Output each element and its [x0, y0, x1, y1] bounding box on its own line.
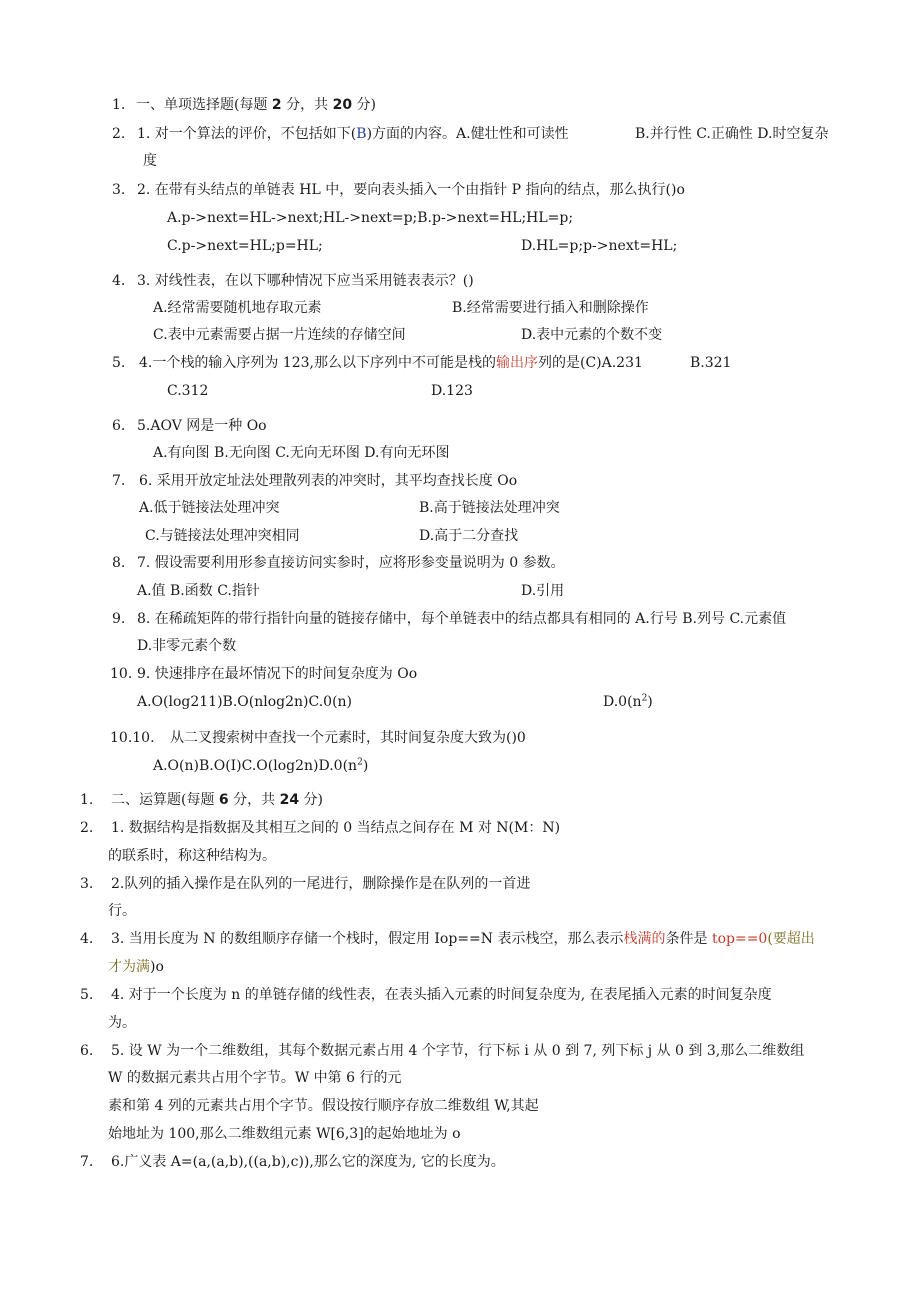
question-options: A.值 B.函数 C.指针 — [137, 583, 260, 599]
question-text-cont: 才为满)o — [108, 959, 164, 975]
list-number: 4. — [112, 273, 126, 289]
highlight-text: top==0 — [711, 931, 768, 947]
annotation-text: 才为满 — [108, 959, 150, 975]
heading-text: 一、单项选择题(每题 2 分，共 20 分) — [136, 97, 376, 113]
question-text: 1. 对一个算法的评价，不包括如下(B)方面的内容。A.健壮性和可读性 — [137, 126, 569, 142]
question-text-cont: 行。 — [108, 903, 136, 919]
list-number: 6. — [80, 1043, 94, 1059]
question-text-cont: 度 — [143, 153, 157, 169]
list-number: 8. — [112, 555, 126, 571]
question-text-cont: 素和第 4 列的元素共占用个字节。假设按行顺序存放二维数组 W,其起 — [108, 1098, 539, 1114]
list-number: 6. — [112, 418, 126, 434]
question-options: A.p->next=HL->next;HL->next=p;B.p->next=HL;HL=p; — [167, 210, 574, 226]
option-d: D.引用 — [521, 583, 565, 599]
question-text: 4.一个栈的输入序列为 123,那么以下序列中不可能是栈的输出序列的是(C)A.231 — [139, 355, 643, 371]
question-text: 8. 在稀疏矩阵的带行指针向量的链接存储中，每个单链表中的结点都具有相同的 A.行号 B.列号 C.元素值 — [137, 611, 787, 627]
option-d: D.HL=p;p->next=HL; — [521, 238, 678, 254]
question-text-cont: 始地址为 100,那么二维数组元素 W[6,3]的起始地址为 o — [108, 1126, 461, 1142]
question-text-cont: 为。 — [108, 1015, 136, 1031]
list-number: 5. — [112, 355, 126, 371]
list-number: 3. — [80, 876, 94, 892]
list-number: 9. — [112, 611, 126, 627]
list-number: 4. — [80, 931, 94, 947]
option-c: C.312 — [167, 383, 209, 399]
heading-text: 二、运算题(每题 6 分，共 24 分) — [111, 792, 323, 808]
question-text: 2. 在带有头结点的单链表 HL 中，要向表头插入一个由指针 P 指向的结点，那么执行()o — [137, 182, 685, 198]
question-text: 3. 当用长度为 N 的数组顺序存储一个栈时，假定用 Iop==N 表示栈空，那么表示栈满的条件是 top==0(要超出 — [111, 931, 815, 947]
highlight-text: 栈满的 — [623, 931, 666, 947]
question-text: 1. 数据结构是指数据及其相互之间的 0 当结点之间存在 M 对 N(M：N) — [111, 820, 561, 836]
question-text: 从二叉搜索树中查找一个元素时，其时间复杂度大致为()0 — [170, 730, 526, 746]
option-d: D.表中元素的个数不变 — [521, 327, 663, 343]
question-text: 2.队列的插入操作是在队列的一尾进行，删除操作是在队列的一首进 — [111, 876, 531, 892]
question-text: 5.AOV 网是一种 Oo — [137, 418, 267, 434]
annotation-text: (要超出 — [767, 931, 815, 947]
question-text: 7. 假设需要利用形参直接访问实参时，应将形参变量说明为 0 参数。 — [137, 555, 565, 571]
list-number: 2. — [112, 126, 126, 142]
question-text-cont: W 的数据元素共占用个字节。W 中第 6 行的元 — [108, 1070, 402, 1086]
list-number: 7. — [112, 473, 126, 489]
option-b: B.高于链接法处理冲突 — [419, 500, 560, 516]
question-options: A.O(log211)B.O(nlog2n)C.0(n) — [137, 694, 353, 710]
option-a: A.经常需要随机地存取元素 — [153, 300, 322, 316]
question-text: 9. 快速排序在最坏情况下的时间复杂度为 Oo — [137, 666, 418, 682]
list-number: 2. — [80, 820, 94, 836]
question-text: 6. 采用开放定址法处理散列表的冲突时，其平均查找长度 Oo — [139, 473, 518, 489]
question-text: 5. 设 W 为一个二维数组，其每个数据元素占用 4 个字节，行下标 i 从 0 到 7, 列下标 j 从 0 到 3,那么二维数组 — [111, 1043, 805, 1059]
question-text-cont: D.非零元素个数 — [137, 638, 237, 654]
question-text: 3. 对线性表，在以下哪种情况下应当采用链表表示？() — [137, 273, 474, 289]
question-text: 4. 对于一个长度为 n 的单链存储的线性表，在表头插入元素的时间复杂度为, 在表尾插入元素的时间复杂度 — [111, 987, 772, 1003]
option-d: D.高于二分查找 — [419, 528, 519, 544]
option-b: B.321 — [690, 355, 732, 371]
question-text-cont: 的联系时，称这种结构为。 — [108, 848, 276, 864]
option-a: A.低于链接法处理冲突 — [139, 500, 280, 516]
list-number: 1. — [80, 792, 94, 808]
list-number: 5. — [80, 987, 94, 1003]
list-number: 10.10. — [110, 730, 155, 746]
question-options: B.并行性 C.正确性 D.时空复杂 — [635, 126, 829, 142]
question-text: 6.广义表 A=(a,(a,b),((a,b),c)),那么它的深度为, 它的长度为。 — [111, 1154, 505, 1170]
question-options: A.有向图 B.无向图 C.无向无环图 D.有向无环图 — [153, 445, 450, 461]
list-number: 7. — [80, 1154, 94, 1170]
list-number: 3. — [112, 182, 126, 198]
list-number: 10. — [110, 666, 133, 682]
option-c: C.与链接法处理冲突相同 — [145, 528, 300, 544]
option-b: B.经常需要进行插入和删除操作 — [452, 300, 649, 316]
answer-mark: B — [356, 126, 367, 142]
option-c: C.p->next=HL;p=HL; — [167, 238, 323, 254]
option-d: D.123 — [431, 383, 473, 399]
list-number: 1. — [112, 97, 126, 113]
option-c: C.表中元素需要占据一片连续的存储空间 — [153, 327, 406, 343]
question-options: $A.O(n)B.O(I)C.O(\log 2n)D.0(n^2)$ — [153, 757, 369, 774]
option-d: $D.0(n^2)$ — [603, 693, 653, 710]
highlight-text: 输出序 — [495, 355, 538, 371]
